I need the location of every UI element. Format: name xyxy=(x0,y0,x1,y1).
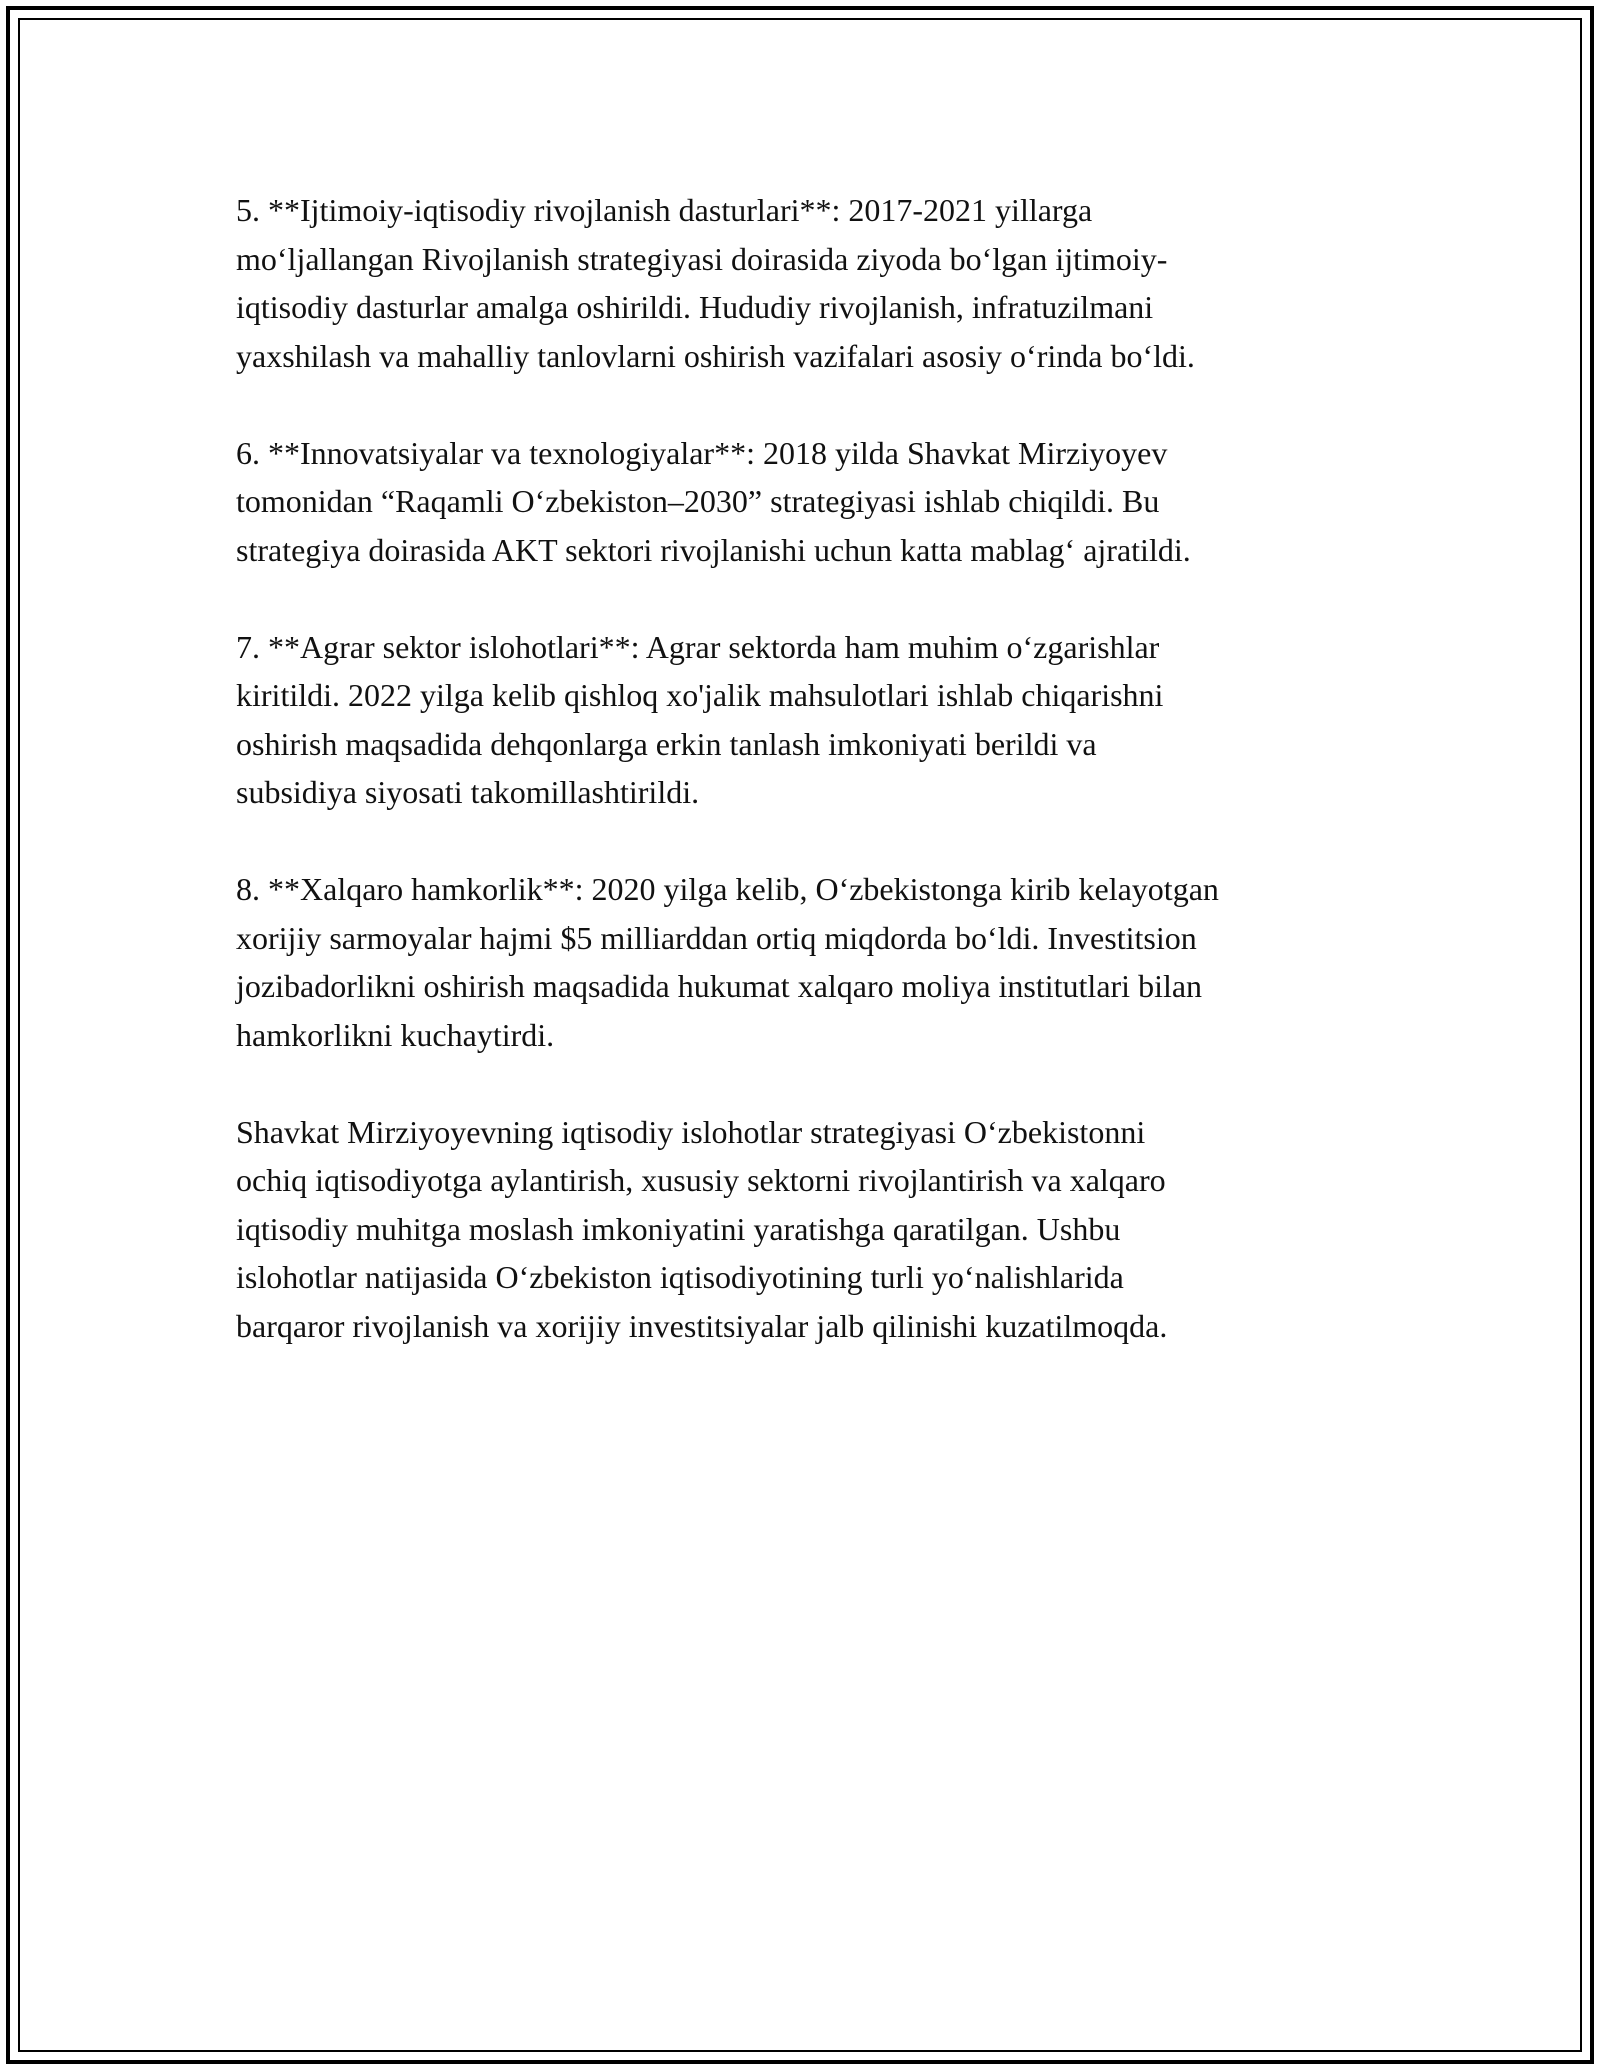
paragraph-item-8: 8. **Xalqaro hamkorlik**: 2020 yilga kelib, O‘zbekistonga kirib kelayotgan xorijiy sarmoyalar hajmi $5 milliarddan ortiq miqdorda bo‘ldi. Investitsion jozibadorlikni oshirish maqsadida hukumat xalqaro moliya institutlari bilan hamkorlikni kuchaytirdi. xyxy=(236,871,1219,1053)
paragraph-item-6: 6. **Innovatsiyalar va texnologiyalar**: 2018 yilda Shavkat Mirziyoyev tomonidan “Raqamli O‘zbekiston–2030” strategiyasi ishlab chiqildi. Bu strategiya doirasida AKT sektori rivojlanishi uchun katta mablag‘ ajratildi. xyxy=(236,434,1191,568)
paragraph-item-5: 5. **Ijtimoiy-iqtisodiy rivojlanish dasturlari**: 2017-2021 yillarga mo‘ljallangan Rivojlanish strategiyasi doirasida ziyoda bo‘lgan ijtimoiy- iqtisodiy dasturlar amalga oshirildi. Hududiy rivojlanish, infratuzilmani yaxshilash va mahalliy tanlovlarni oshirish vazifalari asosiy o‘rinda bo‘ldi. xyxy=(236,192,1195,374)
document-body xyxy=(236,186,1386,1399)
paragraph-conclusion: Shavkat Mirziyoyevning iqtisodiy islohotlar strategiyasi O‘zbekistonni ochiq iqtisodiyotga aylantirish, xususiy sektorni rivojlantirish va xalqaro iqtisodiy muhitga moslash imkoniyatini yaratishga qaratilgan. Ushbu islohotlar natijasida O‘zbekiston iqtisodiyotining turli yo‘nalishlarida barqaror rivojlanish va xorijiy investitsiyalar jalb qilinishi kuzatilmoqda. xyxy=(236,1113,1168,1344)
paragraph-item-7: 7. **Agrar sektor islohotlari**: Agrar sektorda ham muhim o‘zgarishlar kiritildi. 2022 yilga kelib qishloq xo'jalik mahsulotlari ishlab chiqarishni oshirish maqsadida dehqonlarga erkin tanlash imkoniyati berildi va subsidiya siyosati takomillashtirildi. xyxy=(236,628,1164,810)
